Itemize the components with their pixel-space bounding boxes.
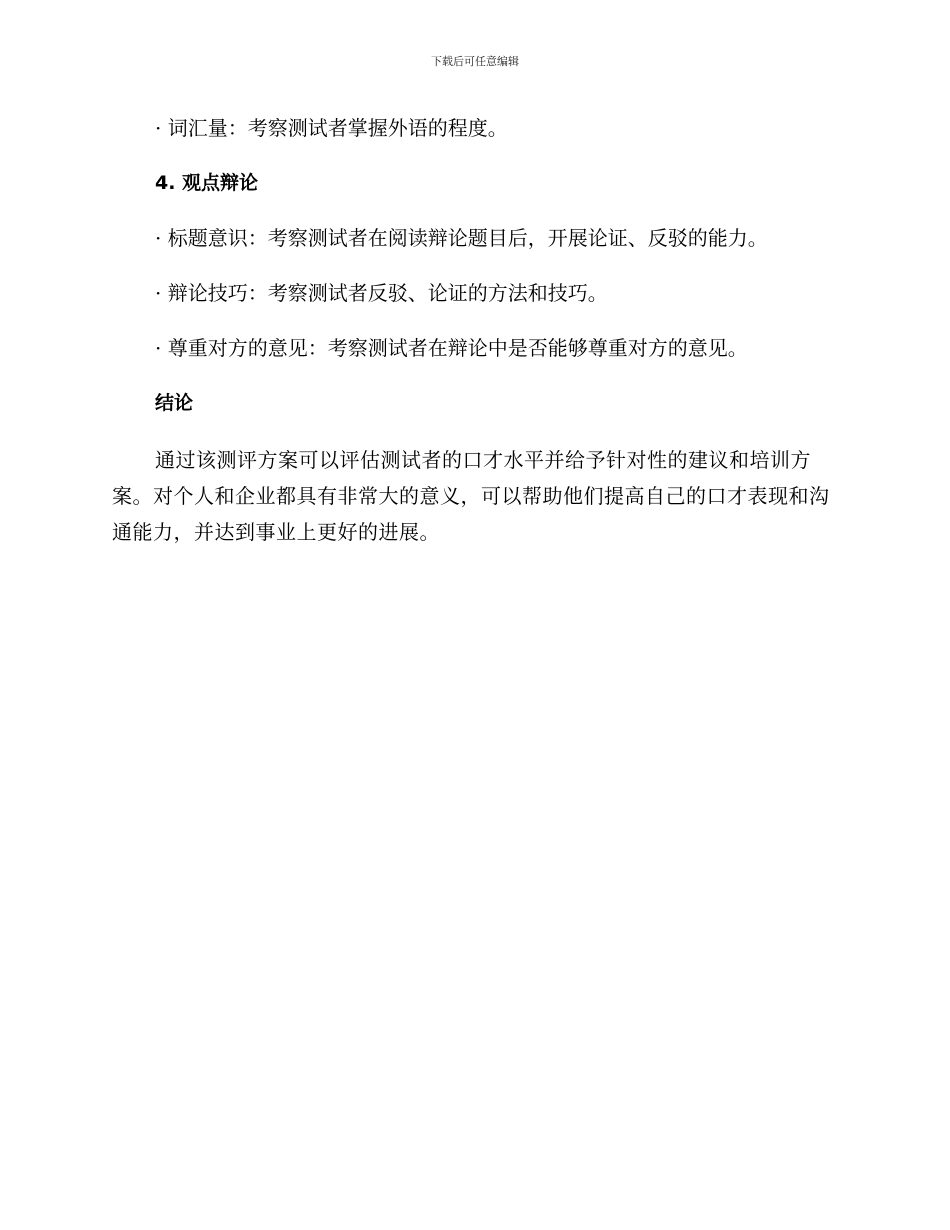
download-edit-note: 下载后可任意编辑 xyxy=(431,55,519,68)
conclusion-heading: 结论 xyxy=(155,392,194,414)
conclusion-paragraph: 通过该测评方案可以评估测试者的口才水平并给予针对性的建议和培训方案。对个人和企业都具有非常大的意义，可以帮助他们提高自己的口才表现和沟通能力，并达到事业上更好的进展。 xyxy=(112,448,830,544)
bullet-debate-skills: · 辩论技巧：考察测试者反驳、论证的方法和技巧。 xyxy=(155,281,608,305)
bullet-topic-awareness: · 标题意识：考察测试者在阅读辩论题目后，开展论证、反驳的能力。 xyxy=(155,226,768,250)
document-content xyxy=(112,112,836,550)
bullet-vocabulary: · 词汇量：考察测试者掌握外语的程度。 xyxy=(155,116,508,140)
section-heading-debate: 4. 观点辩论 xyxy=(155,172,259,194)
bullet-respect-opinions: · 尊重对方的意见：考察测试者在辩论中是否能够尊重对方的意见。 xyxy=(155,336,748,360)
